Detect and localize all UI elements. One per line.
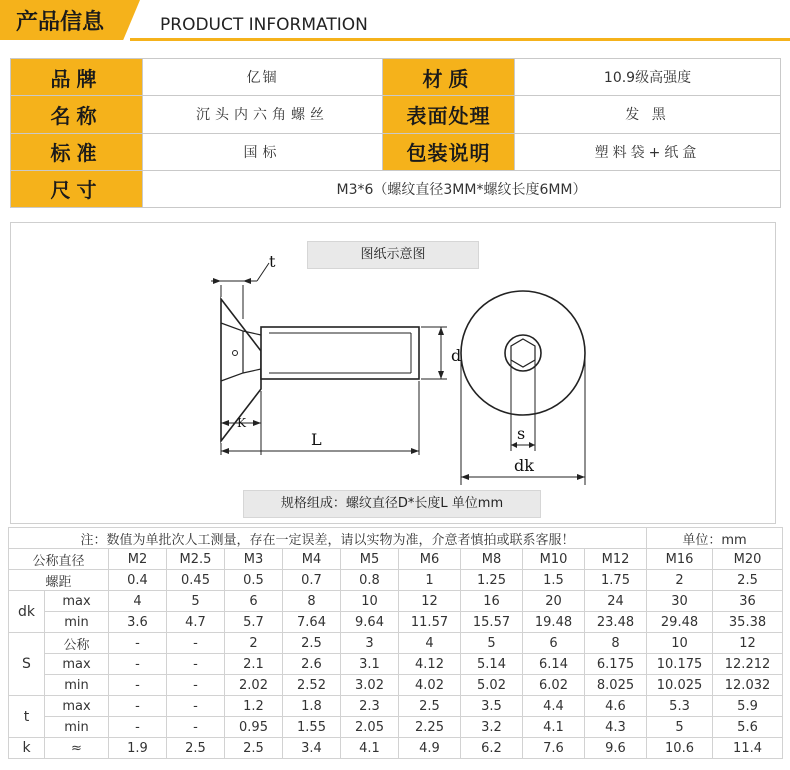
spec-cell: 6 [225, 591, 283, 612]
spec-cell: - [167, 675, 225, 696]
spec-cell: - [167, 717, 225, 738]
spec-cell: M2.5 [167, 549, 225, 570]
spec-cell: 12 [399, 591, 461, 612]
spec-cell: 5.9 [713, 696, 783, 717]
drawing-caption: 图纸示意图 [307, 241, 479, 269]
material-value: 10.9级高强度 [515, 59, 781, 96]
spec-cell: 8.025 [585, 675, 647, 696]
spec-cell: 2 [225, 633, 283, 654]
standard-label: 标准 [11, 133, 143, 170]
k-sub-label: ≈ [45, 738, 109, 759]
spec-cell: 4 [399, 633, 461, 654]
info-row [11, 133, 781, 170]
spec-cell: M12 [585, 549, 647, 570]
header-title-cn: 产品信息 [16, 10, 105, 35]
package-value: 塑料袋+纸盒 [515, 133, 781, 170]
spec-row-pitch [9, 570, 783, 591]
spec-cell: M5 [341, 549, 399, 570]
spec-cell: M8 [461, 549, 523, 570]
spec-cell: 5.02 [461, 675, 523, 696]
spec-cell: 2.5 [167, 738, 225, 759]
spec-cell: M16 [647, 549, 713, 570]
spec-row-t-min [9, 717, 783, 738]
spec-cell: 9.64 [341, 612, 399, 633]
spec-cell: 0.95 [225, 717, 283, 738]
spec-cell: 0.5 [225, 570, 283, 591]
t-label: t [9, 696, 45, 738]
spec-cell: 11.57 [399, 612, 461, 633]
spec-cell: 16 [461, 591, 523, 612]
spec-cell: - [109, 654, 167, 675]
header-title-en: PRODUCT INFORMATION [160, 15, 368, 35]
spec-cell: 0.8 [341, 570, 399, 591]
spec-cell: 4.9 [399, 738, 461, 759]
spec-cell: 3.6 [109, 612, 167, 633]
screw-drawing [11, 223, 775, 523]
spec-cell: 5.7 [225, 612, 283, 633]
spec-cell: 2.3 [341, 696, 399, 717]
s-max-label: max [45, 654, 109, 675]
spec-cell: 1.9 [109, 738, 167, 759]
spec-cell: 6.2 [461, 738, 523, 759]
dim-label-l: L [311, 430, 322, 449]
spec-cell: M2 [109, 549, 167, 570]
spec-cell: 0.7 [283, 570, 341, 591]
spec-cell: 7.64 [283, 612, 341, 633]
spec-note: 注：数值为单批次人工测量，存在一定误差，请以实物为准，介意者慎拍或联系客服！ [9, 528, 647, 549]
spec-cell: 1.5 [523, 570, 585, 591]
spec-cell: M3 [225, 549, 283, 570]
spec-cell: M4 [283, 549, 341, 570]
spec-cell: 2.25 [399, 717, 461, 738]
spec-cell: 3.2 [461, 717, 523, 738]
s-nom-label: 公称 [45, 633, 109, 654]
spec-cell: 35.38 [713, 612, 783, 633]
spec-cell: - [167, 633, 225, 654]
spec-row-size [9, 549, 783, 570]
size-label: 尺寸 [11, 170, 143, 207]
surface-label: 表面处理 [383, 96, 515, 133]
size-value: M3*6（螺纹直径3MM*螺纹长度6MM） [143, 170, 781, 207]
spec-cell: 4.12 [399, 654, 461, 675]
spec-cell: 1.55 [283, 717, 341, 738]
spec-cell: 1.75 [585, 570, 647, 591]
spec-cell: 10.025 [647, 675, 713, 696]
spec-table [8, 527, 783, 759]
t-min-label: min [45, 717, 109, 738]
info-row [11, 96, 781, 133]
spec-cell: 6.02 [523, 675, 585, 696]
spec-cell: 0.4 [109, 570, 167, 591]
spec-cell: 1 [399, 570, 461, 591]
dim-label-s: s [517, 424, 526, 443]
package-label: 包装说明 [383, 133, 515, 170]
spec-cell: 36 [713, 591, 783, 612]
spec-cell: - [167, 654, 225, 675]
spec-cell: 2.05 [341, 717, 399, 738]
spec-row-dk-min [9, 612, 783, 633]
spec-cell: 10.175 [647, 654, 713, 675]
spec-cell: 3.02 [341, 675, 399, 696]
dim-label-dk: dk [514, 456, 534, 475]
spec-cell: 2.5 [225, 738, 283, 759]
spec-cell: 3 [341, 633, 399, 654]
spec-cell: 4.7 [167, 612, 225, 633]
spec-cell: 19.48 [523, 612, 585, 633]
spec-row-s-max [9, 654, 783, 675]
spec-cell: 8 [283, 591, 341, 612]
nominal-label: 公称直径 [9, 549, 109, 570]
spec-cell: - [109, 717, 167, 738]
spec-cell: 2.02 [225, 675, 283, 696]
spec-cell: 3.5 [461, 696, 523, 717]
spec-cell: 15.57 [461, 612, 523, 633]
spec-row-dk-max [9, 591, 783, 612]
spec-cell: M20 [713, 549, 783, 570]
spec-cell: 1.8 [283, 696, 341, 717]
spec-cell: 4.3 [585, 717, 647, 738]
spec-row-t-max [9, 696, 783, 717]
dk-label: dk [9, 591, 45, 633]
info-row [11, 170, 781, 207]
spec-note-row [9, 528, 783, 549]
spec-cell: 3.4 [283, 738, 341, 759]
spec-cell: 30 [647, 591, 713, 612]
spec-cell: 4.4 [523, 696, 585, 717]
surface-value: 发 黑 [515, 96, 781, 133]
brand-value: 亿锢 [143, 59, 383, 96]
dim-label-d: d [451, 346, 462, 365]
standard-value: 国标 [143, 133, 383, 170]
material-label: 材质 [383, 59, 515, 96]
spec-cell: 2.1 [225, 654, 283, 675]
spec-cell: 6.14 [523, 654, 585, 675]
spec-cell: 4.6 [585, 696, 647, 717]
product-info-table [10, 58, 781, 208]
s-min-label: min [45, 675, 109, 696]
spec-cell: 29.48 [647, 612, 713, 633]
spec-cell: 0.45 [167, 570, 225, 591]
spec-row-s-nom [9, 633, 783, 654]
spec-cell: 5.3 [647, 696, 713, 717]
spec-row-s-min [9, 675, 783, 696]
spec-cell: - [109, 696, 167, 717]
spec-cell: 4 [109, 591, 167, 612]
dim-label-k: K [237, 416, 246, 430]
spec-cell: 10 [341, 591, 399, 612]
spec-cell: 2.5 [399, 696, 461, 717]
spec-cell: 10 [647, 633, 713, 654]
spec-cell: 10.6 [647, 738, 713, 759]
drawing-panel [10, 222, 776, 524]
spec-cell: 4.1 [341, 738, 399, 759]
spec-cell: 3.1 [341, 654, 399, 675]
spec-cell: 20 [523, 591, 585, 612]
spec-cell: 12.032 [713, 675, 783, 696]
spec-cell: M10 [523, 549, 585, 570]
spec-cell: 6.175 [585, 654, 647, 675]
spec-cell: 5 [461, 633, 523, 654]
spec-cell: 7.6 [523, 738, 585, 759]
pitch-label: 螺距 [9, 570, 109, 591]
spec-cell: 5.6 [713, 717, 783, 738]
spec-unit: 单位：mm [647, 528, 783, 549]
dim-label-t: t [269, 252, 276, 271]
spec-cell: 2.6 [283, 654, 341, 675]
spec-cell: 9.6 [585, 738, 647, 759]
spec-cell: 2.5 [283, 633, 341, 654]
dk-min-label: min [45, 612, 109, 633]
spec-cell: 12.212 [713, 654, 783, 675]
spec-cell: 11.4 [713, 738, 783, 759]
dk-max-label: max [45, 591, 109, 612]
spec-cell: 2.52 [283, 675, 341, 696]
spec-cell: 2.5 [713, 570, 783, 591]
spec-cell: 5 [167, 591, 225, 612]
spec-cell: 2 [647, 570, 713, 591]
spec-cell: 4.02 [399, 675, 461, 696]
spec-cell: 1.2 [225, 696, 283, 717]
info-row [11, 59, 781, 96]
drawing-spec-caption: 规格组成：螺纹直径D*长度L 单位mm [243, 490, 541, 518]
spec-cell: 12 [713, 633, 783, 654]
spec-cell: - [109, 675, 167, 696]
name-label: 名称 [11, 96, 143, 133]
s-label: S [9, 633, 45, 696]
t-max-label: max [45, 696, 109, 717]
spec-cell: 5 [647, 717, 713, 738]
spec-cell: - [167, 696, 225, 717]
section-header [0, 0, 790, 46]
spec-cell: 23.48 [585, 612, 647, 633]
spec-cell: 4.1 [523, 717, 585, 738]
name-value: 沉头内六角螺丝 [143, 96, 383, 133]
spec-cell: 8 [585, 633, 647, 654]
spec-cell: M6 [399, 549, 461, 570]
spec-cell: - [109, 633, 167, 654]
k-label: k [9, 738, 45, 759]
brand-label: 品牌 [11, 59, 143, 96]
spec-cell: 5.14 [461, 654, 523, 675]
spec-cell: 1.25 [461, 570, 523, 591]
spec-cell: 24 [585, 591, 647, 612]
header-divider [130, 38, 790, 41]
spec-cell: 6 [523, 633, 585, 654]
spec-row-k [9, 738, 783, 759]
